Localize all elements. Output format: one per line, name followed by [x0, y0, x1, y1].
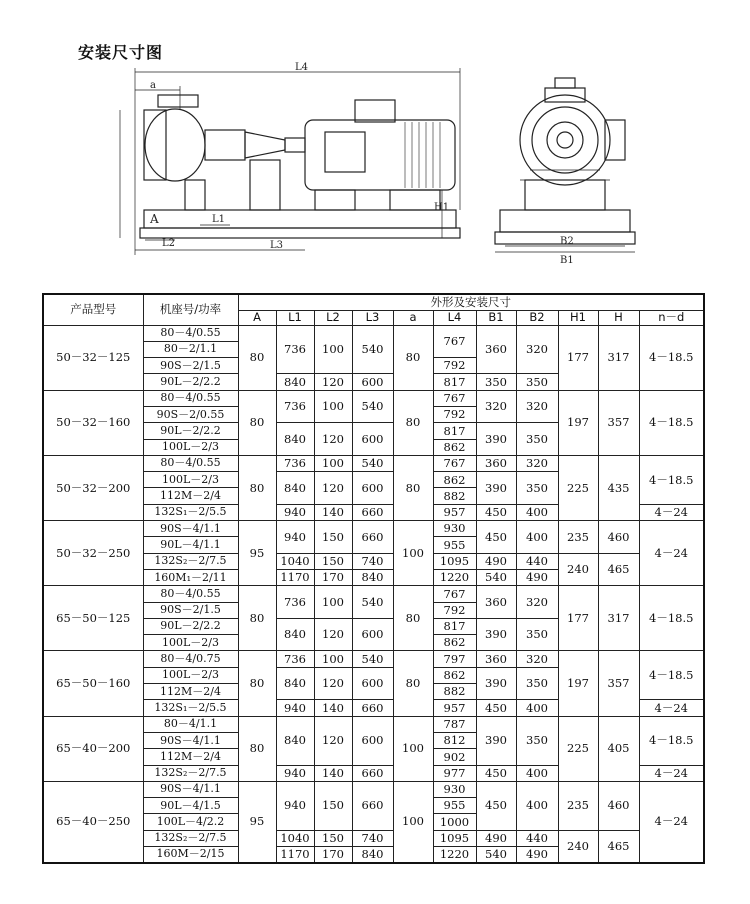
product-model-cell: 50－32－160 — [43, 390, 143, 455]
dim-cell-a: 80 — [238, 390, 276, 455]
dim-cell-b1: 360 — [476, 325, 516, 374]
dim-cell-a: 80 — [393, 455, 433, 520]
dim-cell-l2: 140 — [314, 504, 352, 520]
dim-cell-nd: 4－18.5 — [639, 325, 704, 390]
dim-cell-l2: 100 — [314, 455, 352, 471]
dim-cell-b2: 320 — [516, 325, 558, 374]
motor-frame-power-cell: 132S₂－2/7.5 — [143, 765, 238, 781]
dim-cell-l3: 740 — [352, 830, 393, 846]
motor-frame-power-cell: 80－4/0.55 — [143, 390, 238, 406]
motor-frame-power-cell: 80－4/0.55 — [143, 586, 238, 602]
motor-frame-power-cell: 90L－2/2.2 — [143, 423, 238, 439]
dim-cell-nd: 4－18.5 — [639, 455, 704, 504]
table-row — [43, 716, 704, 732]
header-col: B2 — [516, 310, 558, 325]
dim-cell-l4: 1000 — [433, 814, 476, 830]
dim-cell-l2: 120 — [314, 716, 352, 765]
motor-frame-power-cell: 90S－4/1.1 — [143, 521, 238, 537]
dim-cell-b1: 390 — [476, 472, 516, 505]
dim-cell-l4: 862 — [433, 472, 476, 488]
dim-cell-l2: 100 — [314, 651, 352, 667]
dim-cell-nd: 4－18.5 — [639, 651, 704, 700]
dim-cell-h1: 240 — [558, 830, 598, 863]
product-model-cell: 65－50－160 — [43, 651, 143, 716]
dim-cell-l3: 600 — [352, 716, 393, 765]
dim-cell-a: 80 — [238, 325, 276, 390]
dim-cell-h: 460 — [598, 781, 639, 830]
table-row — [43, 455, 704, 471]
dim-cell-b2: 440 — [516, 830, 558, 846]
motor-frame-power-cell: 90S－2/1.5 — [143, 602, 238, 618]
motor-frame-power-cell: 100L－2/3 — [143, 635, 238, 651]
dim-cell-l4: 767 — [433, 455, 476, 471]
dim-cell-l2: 140 — [314, 700, 352, 716]
dim-cell-b1: 490 — [476, 830, 516, 846]
header-col: L3 — [352, 310, 393, 325]
dim-cell-h1: 235 — [558, 781, 598, 830]
dim-cell-b1: 350 — [476, 374, 516, 390]
motor-frame-power-cell: 132S₂－2/7.5 — [143, 830, 238, 846]
table-row — [43, 586, 704, 602]
table-row — [43, 651, 704, 667]
motor-frame-power-cell: 90S－4/1.1 — [143, 781, 238, 797]
dim-cell-h1: 177 — [558, 325, 598, 390]
installation-dimensions-table — [42, 293, 705, 864]
motor-frame-power-cell: 90L－4/1.1 — [143, 537, 238, 553]
dim-label-H1: H1 — [434, 202, 450, 213]
dim-cell-nd: 4－18.5 — [639, 716, 704, 765]
dim-cell-l2: 170 — [314, 847, 352, 863]
dim-cell-b1: 450 — [476, 521, 516, 554]
dim-cell-nd: 4－24 — [639, 765, 704, 781]
header-col: H — [598, 310, 639, 325]
dim-cell-b1: 360 — [476, 455, 516, 471]
dim-label-B1: B1 — [560, 255, 574, 266]
dim-cell-l3: 540 — [352, 455, 393, 471]
header-col: L1 — [276, 310, 314, 325]
motor-frame-power-cell: 132S₁－2/5.5 — [143, 504, 238, 520]
motor-frame-power-cell: 100L－2/3 — [143, 472, 238, 488]
dim-cell-l3: 660 — [352, 700, 393, 716]
dim-cell-b2: 400 — [516, 700, 558, 716]
dim-cell-l4: 882 — [433, 684, 476, 700]
dim-cell-h: 465 — [598, 830, 639, 863]
dim-cell-b1: 450 — [476, 765, 516, 781]
header-col: H1 — [558, 310, 598, 325]
header-col: L2 — [314, 310, 352, 325]
dim-cell-h1: 225 — [558, 716, 598, 781]
dim-cell-l3: 600 — [352, 374, 393, 390]
dim-label-A: A — [150, 212, 159, 226]
dim-cell-l4: 767 — [433, 586, 476, 602]
dim-cell-l1: 736 — [276, 390, 314, 423]
dim-cell-l3: 600 — [352, 423, 393, 456]
table-row — [43, 830, 704, 846]
dim-cell-b1: 390 — [476, 667, 516, 700]
table-row — [43, 521, 704, 537]
dim-cell-b2: 350 — [516, 423, 558, 456]
product-model-cell: 65－50－125 — [43, 586, 143, 651]
product-model-cell: 50－32－200 — [43, 455, 143, 520]
dim-cell-l4: 882 — [433, 488, 476, 504]
motor-frame-power-cell: 80－4/0.55 — [143, 325, 238, 341]
dim-cell-nd: 4－24 — [639, 504, 704, 520]
dim-cell-l3: 660 — [352, 781, 393, 830]
motor-frame-power-cell: 132S₂－2/7.5 — [143, 553, 238, 569]
dim-cell-nd: 4－24 — [639, 521, 704, 586]
motor-frame-power-cell: 112M－2/4 — [143, 684, 238, 700]
dim-cell-b1: 490 — [476, 553, 516, 569]
header-col: L4 — [433, 310, 476, 325]
dim-cell-l4: 817 — [433, 618, 476, 634]
dim-cell-l2: 150 — [314, 553, 352, 569]
dim-cell-l4: 817 — [433, 423, 476, 439]
dim-cell-l4: 957 — [433, 700, 476, 716]
dim-cell-h: 405 — [598, 716, 639, 781]
dim-cell-l4: 862 — [433, 667, 476, 683]
dim-label-L3: L3 — [270, 240, 284, 251]
dim-cell-b2: 350 — [516, 472, 558, 505]
dim-cell-l4: 1220 — [433, 569, 476, 585]
dim-cell-l1: 940 — [276, 765, 314, 781]
dim-cell-l1: 1040 — [276, 553, 314, 569]
motor-frame-power-cell: 100L－4/2.2 — [143, 814, 238, 830]
dim-cell-l4: 792 — [433, 406, 476, 422]
motor-frame-power-cell: 90S－4/1.1 — [143, 732, 238, 748]
dim-cell-b2: 350 — [516, 667, 558, 700]
dim-cell-h: 317 — [598, 586, 639, 651]
dim-cell-b2: 490 — [516, 569, 558, 585]
dim-cell-l2: 120 — [314, 374, 352, 390]
dim-cell-l1: 940 — [276, 700, 314, 716]
dim-cell-l1: 840 — [276, 667, 314, 700]
dim-cell-l4: 792 — [433, 602, 476, 618]
dim-cell-l1: 840 — [276, 423, 314, 456]
dim-cell-l3: 840 — [352, 569, 393, 585]
dim-cell-l2: 120 — [314, 667, 352, 700]
dim-cell-a: 80 — [238, 586, 276, 651]
dim-label-L2: L2 — [162, 238, 176, 249]
dim-cell-l4: 767 — [433, 325, 476, 358]
dim-cell-l2: 100 — [314, 325, 352, 374]
dim-cell-l4: 767 — [433, 390, 476, 406]
dim-cell-nd: 4－24 — [639, 781, 704, 862]
dim-cell-h: 435 — [598, 455, 639, 520]
dim-cell-l4: 1220 — [433, 847, 476, 863]
dim-cell-l1: 736 — [276, 586, 314, 619]
dim-cell-b1: 450 — [476, 504, 516, 520]
dim-cell-a: 95 — [238, 781, 276, 862]
dim-cell-l3: 600 — [352, 618, 393, 651]
dim-cell-b1: 450 — [476, 781, 516, 830]
dim-cell-l3: 540 — [352, 325, 393, 374]
motor-frame-power-cell: 100L－2/3 — [143, 439, 238, 455]
dim-cell-l3: 600 — [352, 667, 393, 700]
table-row — [43, 390, 704, 406]
dim-cell-l1: 840 — [276, 472, 314, 505]
motor-frame-power-cell: 112M－2/4 — [143, 488, 238, 504]
dim-cell-l2: 170 — [314, 569, 352, 585]
dim-cell-h1: 225 — [558, 455, 598, 520]
dim-cell-l2: 140 — [314, 765, 352, 781]
motor-frame-power-cell: 90L－2/2.2 — [143, 618, 238, 634]
motor-frame-power-cell: 80－4/0.75 — [143, 651, 238, 667]
dim-cell-l1: 1040 — [276, 830, 314, 846]
dim-cell-h: 357 — [598, 390, 639, 455]
dim-cell-l2: 150 — [314, 521, 352, 554]
dim-cell-l4: 812 — [433, 732, 476, 748]
dim-cell-l4: 787 — [433, 716, 476, 732]
dim-cell-l2: 100 — [314, 586, 352, 619]
dim-cell-nd: 4－18.5 — [639, 390, 704, 455]
dim-cell-a: 80 — [238, 651, 276, 716]
dim-cell-nd: 4－24 — [639, 700, 704, 716]
dim-cell-l2: 100 — [314, 390, 352, 423]
dim-cell-b1: 450 — [476, 700, 516, 716]
dim-cell-b2: 320 — [516, 586, 558, 619]
end-view-drawing — [495, 78, 635, 244]
dim-cell-l4: 902 — [433, 749, 476, 765]
dim-cell-b2: 400 — [516, 504, 558, 520]
table-row — [43, 781, 704, 797]
dim-cell-b2: 400 — [516, 781, 558, 830]
table-row — [43, 553, 704, 569]
side-view-drawing — [140, 95, 460, 238]
dim-cell-a: 100 — [393, 716, 433, 781]
dim-cell-l1: 840 — [276, 618, 314, 651]
dim-cell-b2: 440 — [516, 553, 558, 569]
dim-cell-l2: 120 — [314, 423, 352, 456]
motor-frame-power-cell: 112M－2/4 — [143, 749, 238, 765]
dim-cell-l3: 540 — [352, 651, 393, 667]
dim-label-L1: L1 — [212, 214, 226, 225]
dim-cell-a: 100 — [393, 781, 433, 862]
product-model-cell: 50－32－250 — [43, 521, 143, 586]
dim-cell-l4: 1095 — [433, 553, 476, 569]
dim-cell-h1: 240 — [558, 553, 598, 586]
dim-cell-l1: 736 — [276, 325, 314, 374]
dim-cell-b2: 320 — [516, 651, 558, 667]
dim-cell-h: 460 — [598, 521, 639, 554]
dim-cell-l2: 120 — [314, 472, 352, 505]
dim-cell-l1: 840 — [276, 374, 314, 390]
motor-frame-power-cell: 80－4/1.1 — [143, 716, 238, 732]
motor-frame-power-cell: 80－2/1.1 — [143, 341, 238, 357]
dim-cell-l1: 736 — [276, 651, 314, 667]
motor-frame-power-cell: 100L－2/3 — [143, 667, 238, 683]
dim-cell-l4: 957 — [433, 504, 476, 520]
dim-cell-b2: 350 — [516, 374, 558, 390]
dim-cell-l3: 840 — [352, 847, 393, 863]
dim-cell-b1: 390 — [476, 618, 516, 651]
header-col: B1 — [476, 310, 516, 325]
header-model: 产品型号 — [43, 294, 143, 325]
header-col: n－d — [639, 310, 704, 325]
dim-cell-h1: 197 — [558, 651, 598, 716]
motor-frame-power-cell: 90S－2/1.5 — [143, 358, 238, 374]
dim-cell-a: 95 — [238, 521, 276, 586]
product-model-cell: 65－40－250 — [43, 781, 143, 862]
motor-frame-power-cell: 132S₁－2/5.5 — [143, 700, 238, 716]
dim-cell-l3: 660 — [352, 521, 393, 554]
header-col: a — [393, 310, 433, 325]
dim-cell-l1: 736 — [276, 455, 314, 471]
motor-frame-power-cell: 90L－2/2.2 — [143, 374, 238, 390]
motor-frame-power-cell: 160M－2/15 — [143, 847, 238, 863]
dim-cell-b1: 320 — [476, 390, 516, 423]
dim-cell-a: 80 — [238, 455, 276, 520]
dim-cell-l3: 740 — [352, 553, 393, 569]
dim-cell-l4: 862 — [433, 439, 476, 455]
dim-cell-b2: 400 — [516, 765, 558, 781]
dim-cell-b1: 390 — [476, 716, 516, 765]
dim-cell-l3: 540 — [352, 586, 393, 619]
dim-cell-b2: 490 — [516, 847, 558, 863]
dim-cell-l4: 792 — [433, 358, 476, 374]
dim-cell-h1: 197 — [558, 390, 598, 455]
dim-cell-b1: 360 — [476, 586, 516, 619]
dim-cell-h: 317 — [598, 325, 639, 390]
dim-cell-h: 357 — [598, 651, 639, 716]
dim-cell-l4: 955 — [433, 798, 476, 814]
motor-frame-power-cell: 90S－2/0.55 — [143, 406, 238, 422]
dim-cell-l3: 660 — [352, 504, 393, 520]
dim-cell-l1: 940 — [276, 521, 314, 554]
dim-cell-l4: 930 — [433, 781, 476, 797]
dim-cell-l4: 955 — [433, 537, 476, 553]
table-row — [43, 325, 704, 341]
product-model-cell: 50－32－125 — [43, 325, 143, 390]
dim-cell-nd: 4－18.5 — [639, 586, 704, 651]
dim-cell-l3: 540 — [352, 390, 393, 423]
motor-frame-power-cell: 90L－4/1.5 — [143, 798, 238, 814]
dim-cell-b2: 400 — [516, 521, 558, 554]
dim-cell-l3: 660 — [352, 765, 393, 781]
dim-cell-l2: 150 — [314, 781, 352, 830]
dim-cell-b1: 540 — [476, 569, 516, 585]
dim-label-B2: B2 — [560, 236, 574, 247]
dim-cell-l4: 930 — [433, 521, 476, 537]
dim-cell-l1: 940 — [276, 781, 314, 830]
dim-cell-l4: 862 — [433, 635, 476, 651]
dim-label-L4: L4 — [295, 62, 309, 73]
header-col: A — [238, 310, 276, 325]
dim-cell-a: 80 — [238, 716, 276, 781]
header-motor: 机座号/功率 — [143, 294, 238, 325]
dim-cell-b2: 320 — [516, 455, 558, 471]
dim-cell-a: 80 — [393, 390, 433, 455]
dim-cell-h1: 235 — [558, 521, 598, 554]
motor-frame-power-cell: 160M₁－2/11 — [143, 569, 238, 585]
installation-drawings — [100, 60, 660, 270]
dim-cell-l4: 817 — [433, 374, 476, 390]
dim-cell-l1: 840 — [276, 716, 314, 765]
dim-cell-l2: 120 — [314, 618, 352, 651]
product-model-cell: 65－40－200 — [43, 716, 143, 781]
page-title: 安装尺寸图 — [78, 43, 164, 62]
dim-cell-b1: 390 — [476, 423, 516, 456]
dim-cell-l1: 940 — [276, 504, 314, 520]
dim-cell-h1: 177 — [558, 586, 598, 651]
dim-cell-l3: 600 — [352, 472, 393, 505]
dim-cell-h: 465 — [598, 553, 639, 586]
dim-cell-b2: 350 — [516, 716, 558, 765]
dim-cell-l4: 977 — [433, 765, 476, 781]
dim-cell-l1: 1170 — [276, 847, 314, 863]
motor-frame-power-cell: 80－4/0.55 — [143, 455, 238, 471]
dim-cell-a: 80 — [393, 651, 433, 716]
dim-cell-b2: 320 — [516, 390, 558, 423]
dim-cell-l4: 1095 — [433, 830, 476, 846]
dim-cell-l1: 1170 — [276, 569, 314, 585]
header-dimensions-group: 外形及安装尺寸 — [238, 294, 704, 310]
dim-cell-a: 80 — [393, 586, 433, 651]
dim-cell-a: 80 — [393, 325, 433, 390]
dim-cell-b2: 350 — [516, 618, 558, 651]
dim-cell-a: 100 — [393, 521, 433, 586]
dim-label-a: a — [150, 80, 156, 91]
dim-cell-b1: 360 — [476, 651, 516, 667]
dim-cell-b1: 540 — [476, 847, 516, 863]
dim-cell-l2: 150 — [314, 830, 352, 846]
dim-cell-l4: 797 — [433, 651, 476, 667]
